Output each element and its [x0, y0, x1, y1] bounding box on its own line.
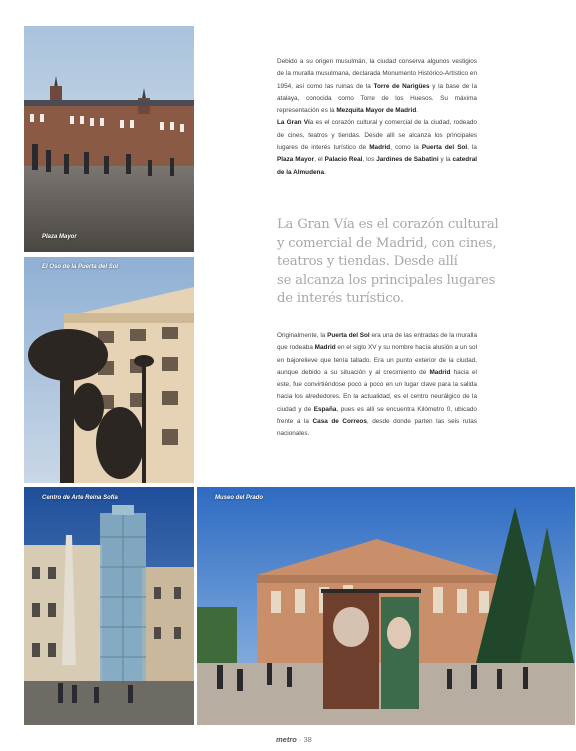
pull-quote-line: y comercial de Madrid, con cines, [277, 235, 497, 251]
pull-quote-line: de interés turístico. [277, 291, 405, 307]
photo-plaza-mayor [24, 26, 194, 252]
photo-oso-puerta-del-sol [24, 257, 194, 483]
page-number: 38 [303, 735, 312, 744]
body-text-origins [277, 56, 477, 179]
caption-plaza-mayor: Plaza Mayor [42, 234, 77, 240]
pull-quote-line: teatros y tiendas. Desde allí [277, 254, 458, 270]
paragraph-puerta-del-sol: Originalmente, la Puerta del Sol era una de las entradas de la muralla que rodeaba Madrid en el siglo XV y su nombre hacía alusión a un sol en bajorelieve que tenía tallado. Era un punto exterior de la ciudad, aunque debido a su situación y al crecimiento de Madrid hacia el este, fue convirtiéndose poco a poco en un lugar clave para la salida hacia los alrededores. En la actualidad, es el centro neurálgico de la ciudad y de España, pues es allí se encuentra Kilómetro 0, ubicado frente a la Casa de Correos, desde donde parten las seis rutas nacionales. [277, 332, 478, 438]
caption-museo-del-prado: Museo del Prado [215, 495, 264, 501]
footer-separator: · [296, 735, 304, 744]
pull-quote-line: La Gran Vía es el corazón cultural [277, 217, 499, 232]
caption-reina-sofia: Centro de Arte Reina Sofía [42, 495, 118, 501]
paragraph-muralla: Debido a su origen musulmán, la ciudad conserva algunos vestigios de la muralla musulmana, declarada Monumento Histórico-Artístico en 1954, así como las ruinas de la Torre de Narigües y la base de la atalaya, conocida como Torre de los Huesos. Su máxima representación es la Mezquita Mayor de Madrid. [277, 58, 477, 115]
pull-quote [277, 216, 507, 309]
paragraph-gran-via: La Gran Vía es el corazón cultural y comercial de la ciudad, rodeado de cines, teatros y tiendas. Desde allí se alcanza los principales lugares de interés turístico de Madrid, como la Puerta del Sol, la Plaza Mayor, el Palacio Real, los Jardines de Sabatini y la catedral de la Almudena. [277, 119, 478, 176]
body-text-puerta-del-sol [277, 330, 477, 441]
photo-reina-sofia [24, 487, 194, 725]
caption-oso: El Oso de la Puerta del Sol [42, 264, 119, 270]
magazine-brand: metro [276, 735, 297, 744]
photo-museo-del-prado [197, 487, 575, 725]
page-footer [276, 735, 312, 744]
pull-quote-line: se alcanza los principales lugares [277, 272, 496, 288]
